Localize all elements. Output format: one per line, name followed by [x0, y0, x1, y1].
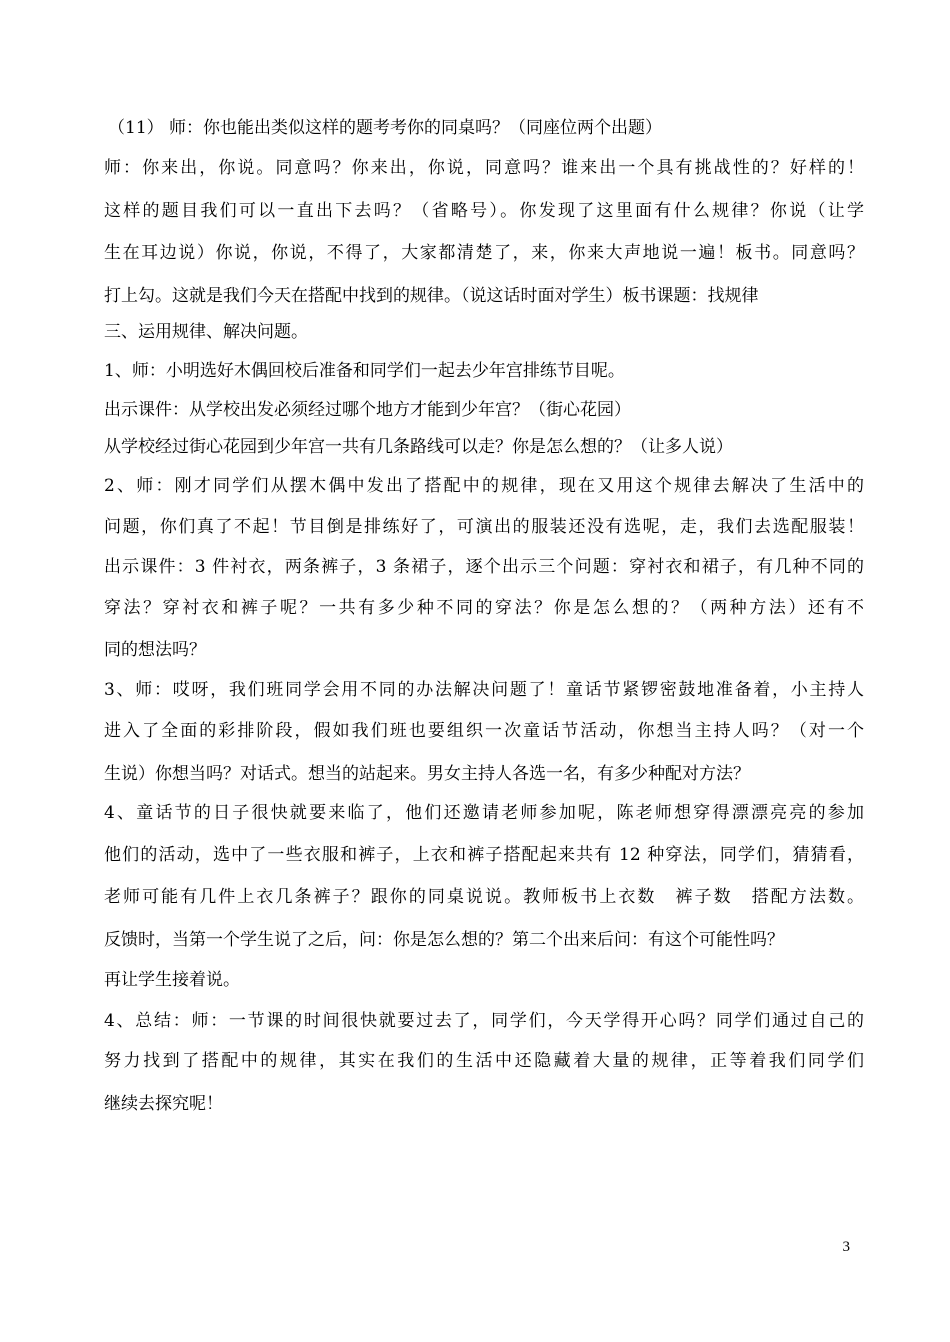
text-line: 4、总结：师：一节课的时间很快就要过去了，同学们，今天学得开心吗？同学们通过自己的 [104, 1011, 864, 1031]
text-line: 穿法？穿衬衣和裤子呢？一共有多少种不同的穿法？你是怎么想的？（两种方法）还有不 [104, 598, 864, 618]
text-line: 4、童话节的日子很快就要来临了，他们还邀请老师参加呢，陈老师想穿得漂漂亮亮的参加 [104, 803, 864, 823]
text-line: 出示课件：从学校出发必须经过哪个地方才能到少年宫？（街心花园） [104, 400, 631, 420]
text-line: 老师可能有几件上衣几条裤子？跟你的同桌说说。教师板书上衣数 裤子数 搭配方法数。 [104, 887, 864, 907]
text-line: 3、师：哎呀，我们班同学会用不同的办法解决问题了！童话节紧锣密鼓地准备着，小主持人 [104, 680, 864, 700]
section-heading: 三、运用规律、解决问题。 [104, 322, 308, 342]
text-line: 再让学生接着说。 [104, 970, 240, 990]
text-line: 这样的题目我们可以一直出下去吗？（省略号）。你发现了这里面有什么规律？你说（让学 [104, 201, 864, 221]
text-line: 同的想法吗？ [104, 640, 206, 660]
text-line: 出示课件：3 件衬衣，两条裤子，3 条裙子，逐个出示三个问题：穿衬衣和裙子，有几种不同的 [104, 557, 864, 577]
text-line: 进入了全面的彩排阶段，假如我们班也要组织一次童话节活动，你想当主持人吗？（对一个 [104, 721, 864, 741]
text-line: 生说）你想当吗？对话式。想当的站起来。男女主持人各选一名，有多少种配对方法？ [104, 764, 750, 784]
text-line: 努力找到了搭配中的规律，其实在我们的生活中还隐藏着大量的规律，正等着我们同学们 [104, 1051, 864, 1071]
text-line: （11） 师：你也能出类似这样的题考考你的同桌吗？（同座位两个出题） [108, 118, 663, 138]
text-line: 继续去探究呢！ [104, 1094, 223, 1114]
text-line: 师：你来出，你说。同意吗？你来出，你说，同意吗？谁来出一个具有挑战性的？好样的！ [104, 158, 864, 178]
text-line: 他们的活动，选中了一些衣服和裤子，上衣和裤子搭配起来共有 12 种穿法，同学们，猜猜看， [104, 845, 864, 865]
text-line: 反馈时，当第一个学生说了之后，问：你是怎么想的？第二个出来后问：有这个可能性吗？ [104, 930, 784, 950]
text-line: 1、师：小明选好木偶回校后准备和同学们一起去少年宫排练节目呢。 [104, 361, 625, 381]
text-line: 生在耳边说）你说，你说，不得了，大家都清楚了，来，你来大声地说一遍！板书。同意吗？ [104, 243, 864, 263]
text-line: 打上勾。这就是我们今天在搭配中找到的规律。（说这话时面对学生）板书课题：找规律 [104, 286, 759, 306]
text-line: 2、师：刚才同学们从摆木偶中发出了搭配中的规律，现在又用这个规律去解决了生活中的 [104, 476, 864, 496]
text-line: 从学校经过街心花园到少年宫一共有几条路线可以走？你是怎么想的？（让多人说） [104, 437, 733, 457]
text-line: 问题，你们真了不起！节目倒是排练好了，可演出的服装还没有选呢，走，我们去选配服装！ [104, 517, 864, 537]
page-number: 3 [842, 1239, 850, 1255]
